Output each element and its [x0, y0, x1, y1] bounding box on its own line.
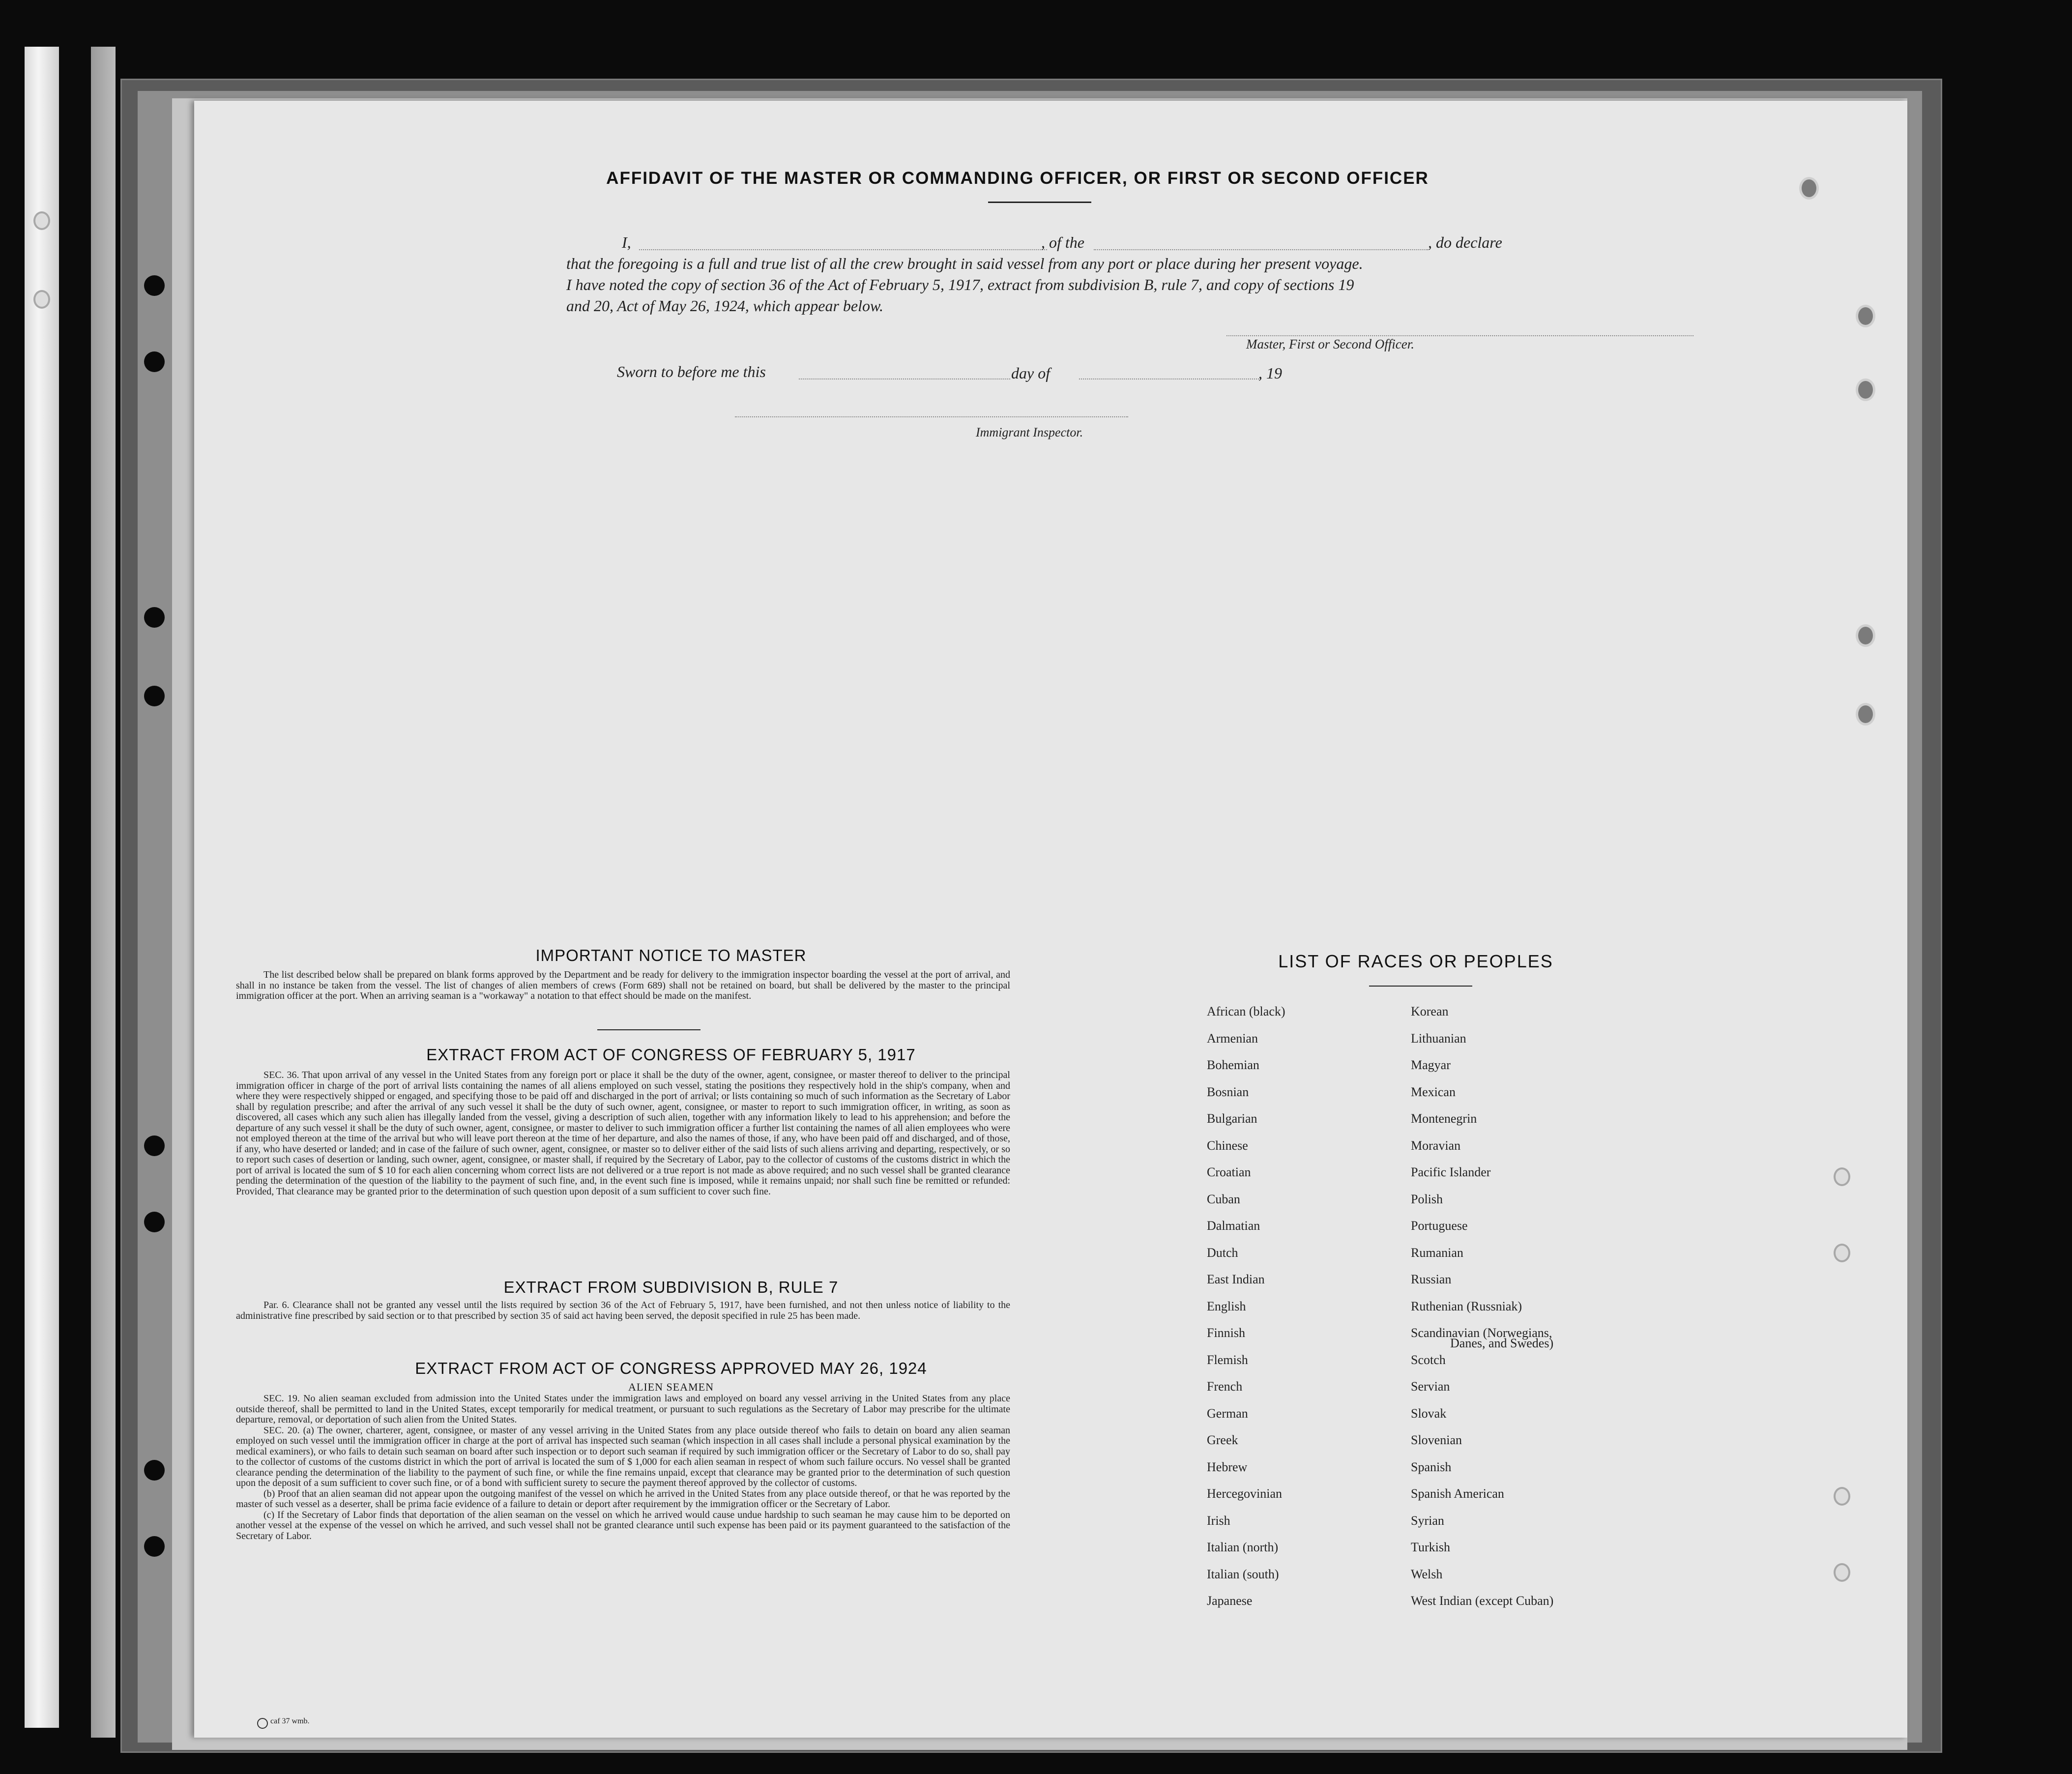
master-label: Master, First or Second Officer.: [1246, 337, 1414, 351]
affidavit-title: AFFIDAVIT OF THE MASTER OR COMMANDING OFFICER, OR FIRST OR SECOND OFFICER: [606, 169, 1429, 188]
race-item: Montenegrin: [1411, 1111, 1477, 1126]
races-column-1: [1207, 1004, 1285, 1621]
race-item: Bosnian: [1207, 1084, 1249, 1099]
rule7-paragraph: Par. 6. Clearance shall not be granted any vessel until the lists required by section 36 of the Act of February 5, 1917, have been furnished, and not then unless notice of liability to the administrative fine prescribed by said section or to that prescribed by section 35 of said act having been served, the deposit specified in rule 25 has been made.: [236, 1300, 1010, 1321]
race-item: Japanese: [1207, 1594, 1253, 1608]
race-item: Pacific Islander: [1411, 1165, 1491, 1179]
rule7-title: EXTRACT FROM SUBDIVISION B, RULE 7: [503, 1278, 839, 1296]
extract-1924-subtitle: ALIEN SEAMEN: [628, 1381, 714, 1393]
race-item: Lithuanian: [1411, 1031, 1466, 1046]
extract-1924-title: EXTRACT FROM ACT OF CONGRESS APPROVED MAY 26, 1924: [415, 1359, 927, 1377]
title-rule: [988, 202, 1091, 203]
right-ring-icon: [1856, 703, 1875, 726]
race-item: Hebrew: [1207, 1459, 1248, 1474]
name-blank[interactable]: [639, 248, 1047, 250]
race-item: Scandinavian (Norwegians,: [1411, 1326, 1552, 1340]
race-item: Magyar: [1411, 1058, 1451, 1072]
race-item: West Indian (except Cuban): [1411, 1594, 1554, 1608]
sec19-paragraph: SEC. 19. No alien seaman excluded from admission into the United States under the immigration laws and employed on board any vessel arriving in the United States from any place outside thereof, shall be permitted to land in the United States, except temporarily for medical treatment, or pursuant to such regulations as the Secretary of Labor may prescribe for the ultimate departure, removal, or deportation of such alien from the United States.: [236, 1393, 1010, 1425]
punch-hole-icon: [144, 686, 165, 706]
sec20c-paragraph: (c) If the Secretary of Labor finds that deportation of the alien seaman on the vessel on which he arrived would cause undue hardship to such seaman he may cause him to be deported on another vessel at the expense of the vessel on which he arrived, and such vessel shall not be granted clearance until such expense has been paid or its payment guaranteed to the satisfaction of the Secretary of Labor.: [236, 1509, 1010, 1541]
vessel-blank[interactable]: [1094, 248, 1428, 250]
right-ring-icon: [1834, 1167, 1850, 1186]
race-item: Bulgarian: [1207, 1111, 1257, 1126]
race-item: Dutch: [1207, 1245, 1238, 1260]
race-item: Rumanian: [1411, 1245, 1463, 1260]
punch-hole-icon: [144, 1212, 165, 1232]
race-item: Finnish: [1207, 1326, 1246, 1340]
race-item: Polish: [1411, 1192, 1443, 1206]
race-item: German: [1207, 1406, 1248, 1421]
day-of-label: day of: [1011, 364, 1051, 382]
race-item: Italian (north): [1207, 1540, 1279, 1554]
race-item: English: [1207, 1299, 1246, 1313]
punch-hole-icon: [144, 1460, 165, 1481]
notice-paragraph: The list described below shall be prepared on blank forms approved by the Department and be ready for delivery to the immigration inspector boarding the vessel at the port of arrival, and shall in no instance be taken from the vessel. The list of changes of alien members of crews (Form 689) shall not be retained on board, but shall be delivered by the master to the principal immigration officer at the port. When an arriving seaman is a "workaway" a notation to that effect should be made on the manifest.: [236, 969, 1010, 1001]
rule7-text: [236, 1300, 1010, 1321]
races-title-rule: [1369, 986, 1472, 987]
sec20a-paragraph: SEC. 20. (a) The owner, charterer, agent, consignee, or master of any vessel arriving in the United States from any place outside thereof who fails to detain on board any alien seaman employed on such vessel until the immigration officer in charge at the port of arrival has inspected such seaman (which inspection in all cases shall include a personal physical examination by the medical examiners), or who fails to detain such seaman on board after such inspection or to deport such seaman if required by such immigration officer or the Secretary of Labor to do so, shall pay to the collector of customs of the customs district in which the port of arrival is located the sum of $ 1,000 for each alien seaman in respect of whom such failure occurs. No vessel shall be granted clearance pending the determination of the liability to the payment of such fine, or while the fine remains unpaid, except that clearance may be granted prior to the determination of such question upon the deposit of a sum sufficient to cover such fine, or of a bond with sufficient surety to secure the payment thereof approved by the collector of customs.: [236, 1425, 1010, 1488]
union-label-icon: [257, 1718, 268, 1729]
race-item: Mexican: [1411, 1084, 1456, 1099]
race-item: Croatian: [1207, 1165, 1251, 1179]
race-item: Bohemian: [1207, 1058, 1259, 1072]
footer-imprint: caf 37 wmb.: [270, 1717, 310, 1725]
extract-1917-paragraph: SEC. 36. That upon arrival of any vessel in the United States from any foreign port or place it shall be the duty of the owner, agent, consignee, or master thereof to deliver to the principal immigration officer in charge of the port of arrival lists containing the names of all aliens employed on such vessel, stating the positions they respectively hold in the ship's company, when and where they were respectively shipped or engaged, and specifying those to be paid off and discharged in the port of arrival; or lists containing so much of such information as the Secretary of Labor shall by regulation prescribe; and after the arrival of any such vessel it shall be the duty of such owner, agent, consignee, or master to report to such immigration officer, in writing, as soon as discovered, all cases which any such alien has illegally landed from the vessel, giving a description of such alien, together with any information likely to lead to his apprehension; and before the departure of any such vessel it shall be the duty of such owner, agent, consignee, or master to deliver to such immigration officer a further list containing the names of all alien employees who were not employed thereon at the time of the arrival but who will leave port thereon at the time of her departure, and also the names of those, if any, who have been paid off and discharged, and of those, if any, who have deserted or landed; and in case of the failure of such owner, agent, consignee, or master so to deliver either of the said lists of such aliens arriving and departing, respectively, or so to report such cases of desertion or landing, such owner, agent, consignee, or master shall, if required by the Secretary of Labor, pay to the collector of customs of the customs district in which the port of arrival is located the sum of $ 10 for each alien concerning whom correct lists are not delivered or a true report is not made as above required; and no such vessel shall be granted clearance pending the determination of the question of the liability to the payment of such fine, and, in the event such fine is imposed, while it remains unpaid; nor shall such fine be remitted or refunded: Provided, That clearance may be granted prior to the determination of such question upon deposit of a sum sufficient to cover such fine.: [236, 1070, 1010, 1197]
extract-1917-title: EXTRACT FROM ACT OF CONGRESS OF FEBRUARY 5, 1917: [426, 1046, 916, 1064]
affidavit-i: I,: [622, 233, 631, 251]
affidavit-line-2: that the foregoing is a full and true list of all the crew brought in said vessel from any port or place during her present voyage.: [566, 255, 1363, 272]
affidavit-do-declare: , do declare: [1428, 233, 1502, 251]
sworn-label: Sworn to before me this: [617, 363, 766, 380]
affidavit-line-4: and 20, Act of May 26, 1924, which appear below.: [566, 297, 883, 315]
punch-hole-icon: [144, 275, 165, 296]
race-item: African (black): [1207, 1004, 1285, 1018]
race-item: Russian: [1411, 1272, 1452, 1286]
master-signature-blank[interactable]: [1226, 334, 1693, 336]
race-item: Chinese: [1207, 1138, 1248, 1153]
race-item: Italian (south): [1207, 1567, 1279, 1581]
race-item: Turkish: [1411, 1540, 1450, 1554]
right-ring-icon: [1834, 1244, 1850, 1262]
right-ring-icon: [1856, 624, 1875, 647]
race-item: Portuguese: [1411, 1219, 1468, 1233]
affidavit-line-3: I have noted the copy of section 36 of the Act of February 5, 1917, extract from subdivision B, rule 7, and copy of sections 19: [566, 276, 1354, 293]
left-binding-edge: [91, 47, 116, 1738]
affidavit-of-the: , of the: [1041, 233, 1084, 251]
race-item: Korean: [1411, 1004, 1449, 1018]
extract-1917-text: [236, 1070, 1010, 1197]
race-item: Syrian: [1411, 1513, 1444, 1528]
race-item: East Indian: [1207, 1272, 1265, 1286]
notice-text: [236, 970, 1010, 1002]
right-ring-icon: [1799, 177, 1819, 200]
race-item-continuation: Danes, and Swedes): [1450, 1336, 1554, 1350]
inspector-label: Immigrant Inspector.: [976, 425, 1083, 439]
punch-hole-icon: [144, 1135, 165, 1156]
sec20b-paragraph: (b) Proof that an alien seaman did not appear upon the outgoing manifest of the vessel on which he arrived in the United States from any place outside thereof, or that he was reported by the master of such vessel as a deserter, shall be prima facie evidence of a failure to detain or deport after requirement by the immigration officer or the Secretary of Labor.: [236, 1488, 1010, 1510]
race-item: Flemish: [1207, 1352, 1248, 1367]
race-item: Slovak: [1411, 1406, 1447, 1421]
divider: [597, 1029, 700, 1030]
race-item: Welsh: [1411, 1567, 1443, 1581]
notice-title: IMPORTANT NOTICE TO MASTER: [535, 946, 807, 964]
races-title: LIST OF RACES OR PEOPLES: [1278, 951, 1553, 971]
race-item: Spanish American: [1411, 1486, 1504, 1501]
sworn-month-blank[interactable]: [1079, 378, 1261, 379]
extract-1924-text: [236, 1394, 1010, 1541]
race-item: Slovenian: [1411, 1433, 1462, 1447]
right-ring-icon: [1856, 305, 1875, 327]
races-column-2: [1411, 1004, 1553, 1621]
document-sheet: [194, 101, 1907, 1738]
punch-hole-icon: [144, 607, 165, 628]
race-item: Scotch: [1411, 1352, 1446, 1367]
binder-ring-icon: [33, 290, 50, 309]
right-ring-icon: [1834, 1563, 1850, 1582]
sworn-date-blank[interactable]: [799, 378, 1010, 379]
punch-hole-icon: [144, 351, 165, 372]
right-ring-icon: [1834, 1487, 1850, 1506]
race-item: Hercegovinian: [1207, 1486, 1283, 1501]
race-item: Cuban: [1207, 1192, 1240, 1206]
race-item: Moravian: [1411, 1138, 1461, 1153]
race-item: Dalmatian: [1207, 1219, 1260, 1233]
punch-hole-icon: [144, 1536, 165, 1557]
race-item: Greek: [1207, 1433, 1238, 1447]
year-label: , 19: [1258, 364, 1282, 382]
inspector-signature-blank[interactable]: [735, 415, 1128, 417]
race-item: Ruthenian (Russniak): [1411, 1299, 1522, 1313]
race-item: Spanish: [1411, 1459, 1452, 1474]
race-item: French: [1207, 1379, 1243, 1394]
race-item: Servian: [1411, 1379, 1450, 1394]
race-item: Armenian: [1207, 1031, 1258, 1046]
binder-ring-icon: [33, 211, 50, 230]
right-ring-icon: [1856, 378, 1875, 401]
race-item: Irish: [1207, 1513, 1230, 1528]
